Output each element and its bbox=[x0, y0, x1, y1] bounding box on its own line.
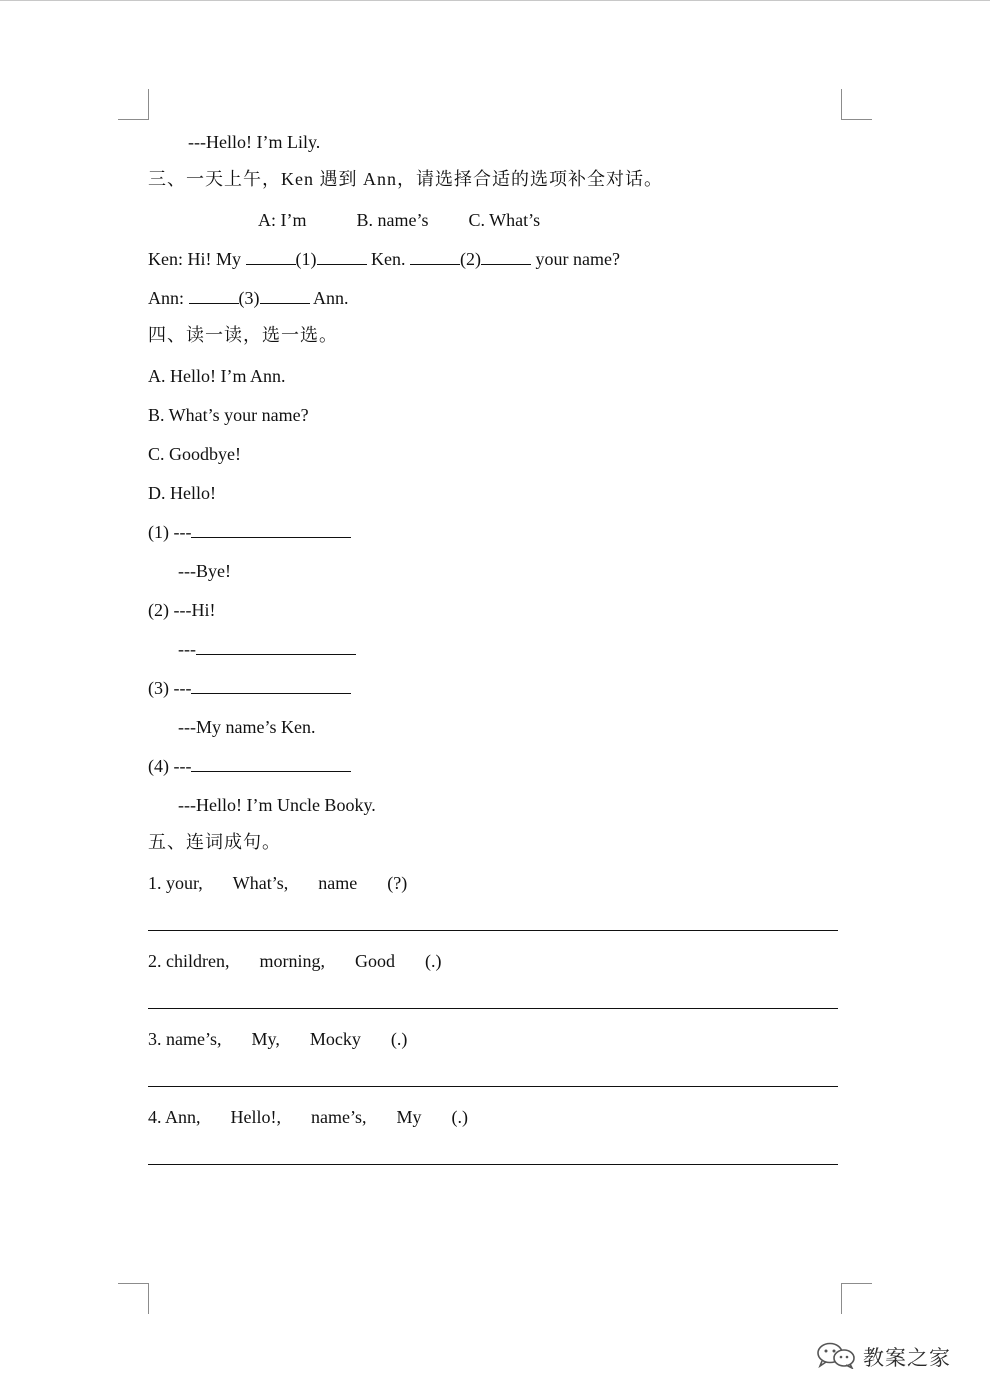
section5-item-3: 3. name’s, My, Mocky (.) bbox=[148, 1029, 408, 1049]
option-c: C. What’s bbox=[468, 210, 541, 230]
option-b: B. name’s bbox=[356, 210, 429, 230]
section3-title: 三、一天上午，Ken 遇到 Ann，请选择合适的选项补全对话。 bbox=[148, 169, 663, 189]
section4-title: 四、读一读，选一选。 bbox=[148, 325, 338, 345]
section5-item-4: 4. Ann, Hello!, name’s, My (.) bbox=[148, 1107, 469, 1127]
option-a: A: I’m bbox=[258, 210, 307, 230]
section5-item-2: 2. children, morning, Good (.) bbox=[148, 951, 442, 971]
margin-corner-bottom-left bbox=[118, 1283, 149, 1314]
blank-1: (1) bbox=[295, 249, 317, 269]
section4-option-d: D. Hello! bbox=[148, 483, 216, 503]
wechat-icon bbox=[815, 1341, 857, 1374]
margin-corner-top-right bbox=[841, 89, 872, 120]
section4-q2: (2) ---Hi! bbox=[148, 600, 216, 620]
margin-corner-top-left bbox=[118, 89, 149, 120]
page-top-rule bbox=[0, 0, 990, 1]
section3-ann-line: Ann: (3) Ann. bbox=[148, 288, 349, 308]
answer-line-3 bbox=[148, 1086, 838, 1087]
answer-line-2 bbox=[148, 1008, 838, 1009]
answer-line-4 bbox=[148, 1164, 838, 1165]
section5-title: 五、连词成句。 bbox=[148, 832, 281, 852]
blank-3: (3) bbox=[238, 288, 260, 308]
section4-q4: (4) --- bbox=[148, 755, 351, 777]
watermark bbox=[815, 1342, 951, 1372]
margin-corner-bottom-right bbox=[841, 1283, 872, 1314]
top-dialogue-line: ---Hello! I’m Lily. bbox=[188, 132, 321, 152]
section4-q4-reply: ---Hello! I’m Uncle Booky. bbox=[178, 795, 376, 815]
section3-ken-line: Ken: Hi! My (1) Ken. (2) your name? bbox=[148, 249, 620, 269]
section5-item-1: 1. your, What’s, name (?) bbox=[148, 873, 408, 893]
section4-option-c: C. Goodbye! bbox=[148, 444, 241, 464]
blank-2: (2) bbox=[460, 249, 481, 269]
section4-q2-reply: --- bbox=[178, 638, 356, 660]
section4-option-a: A. Hello! I’m Ann. bbox=[148, 366, 286, 386]
section4-q3: (3) --- bbox=[148, 677, 351, 699]
section3-options bbox=[258, 209, 540, 231]
section4-q3-reply: ---My name’s Ken. bbox=[178, 717, 316, 737]
section4-option-b: B. What’s your name? bbox=[148, 405, 309, 425]
watermark-text: 教案之家 bbox=[863, 1346, 951, 1370]
answer-line-1 bbox=[148, 930, 838, 931]
section4-q1-reply: ---Bye! bbox=[178, 561, 231, 581]
section4-q1: (1) --- bbox=[148, 521, 351, 543]
